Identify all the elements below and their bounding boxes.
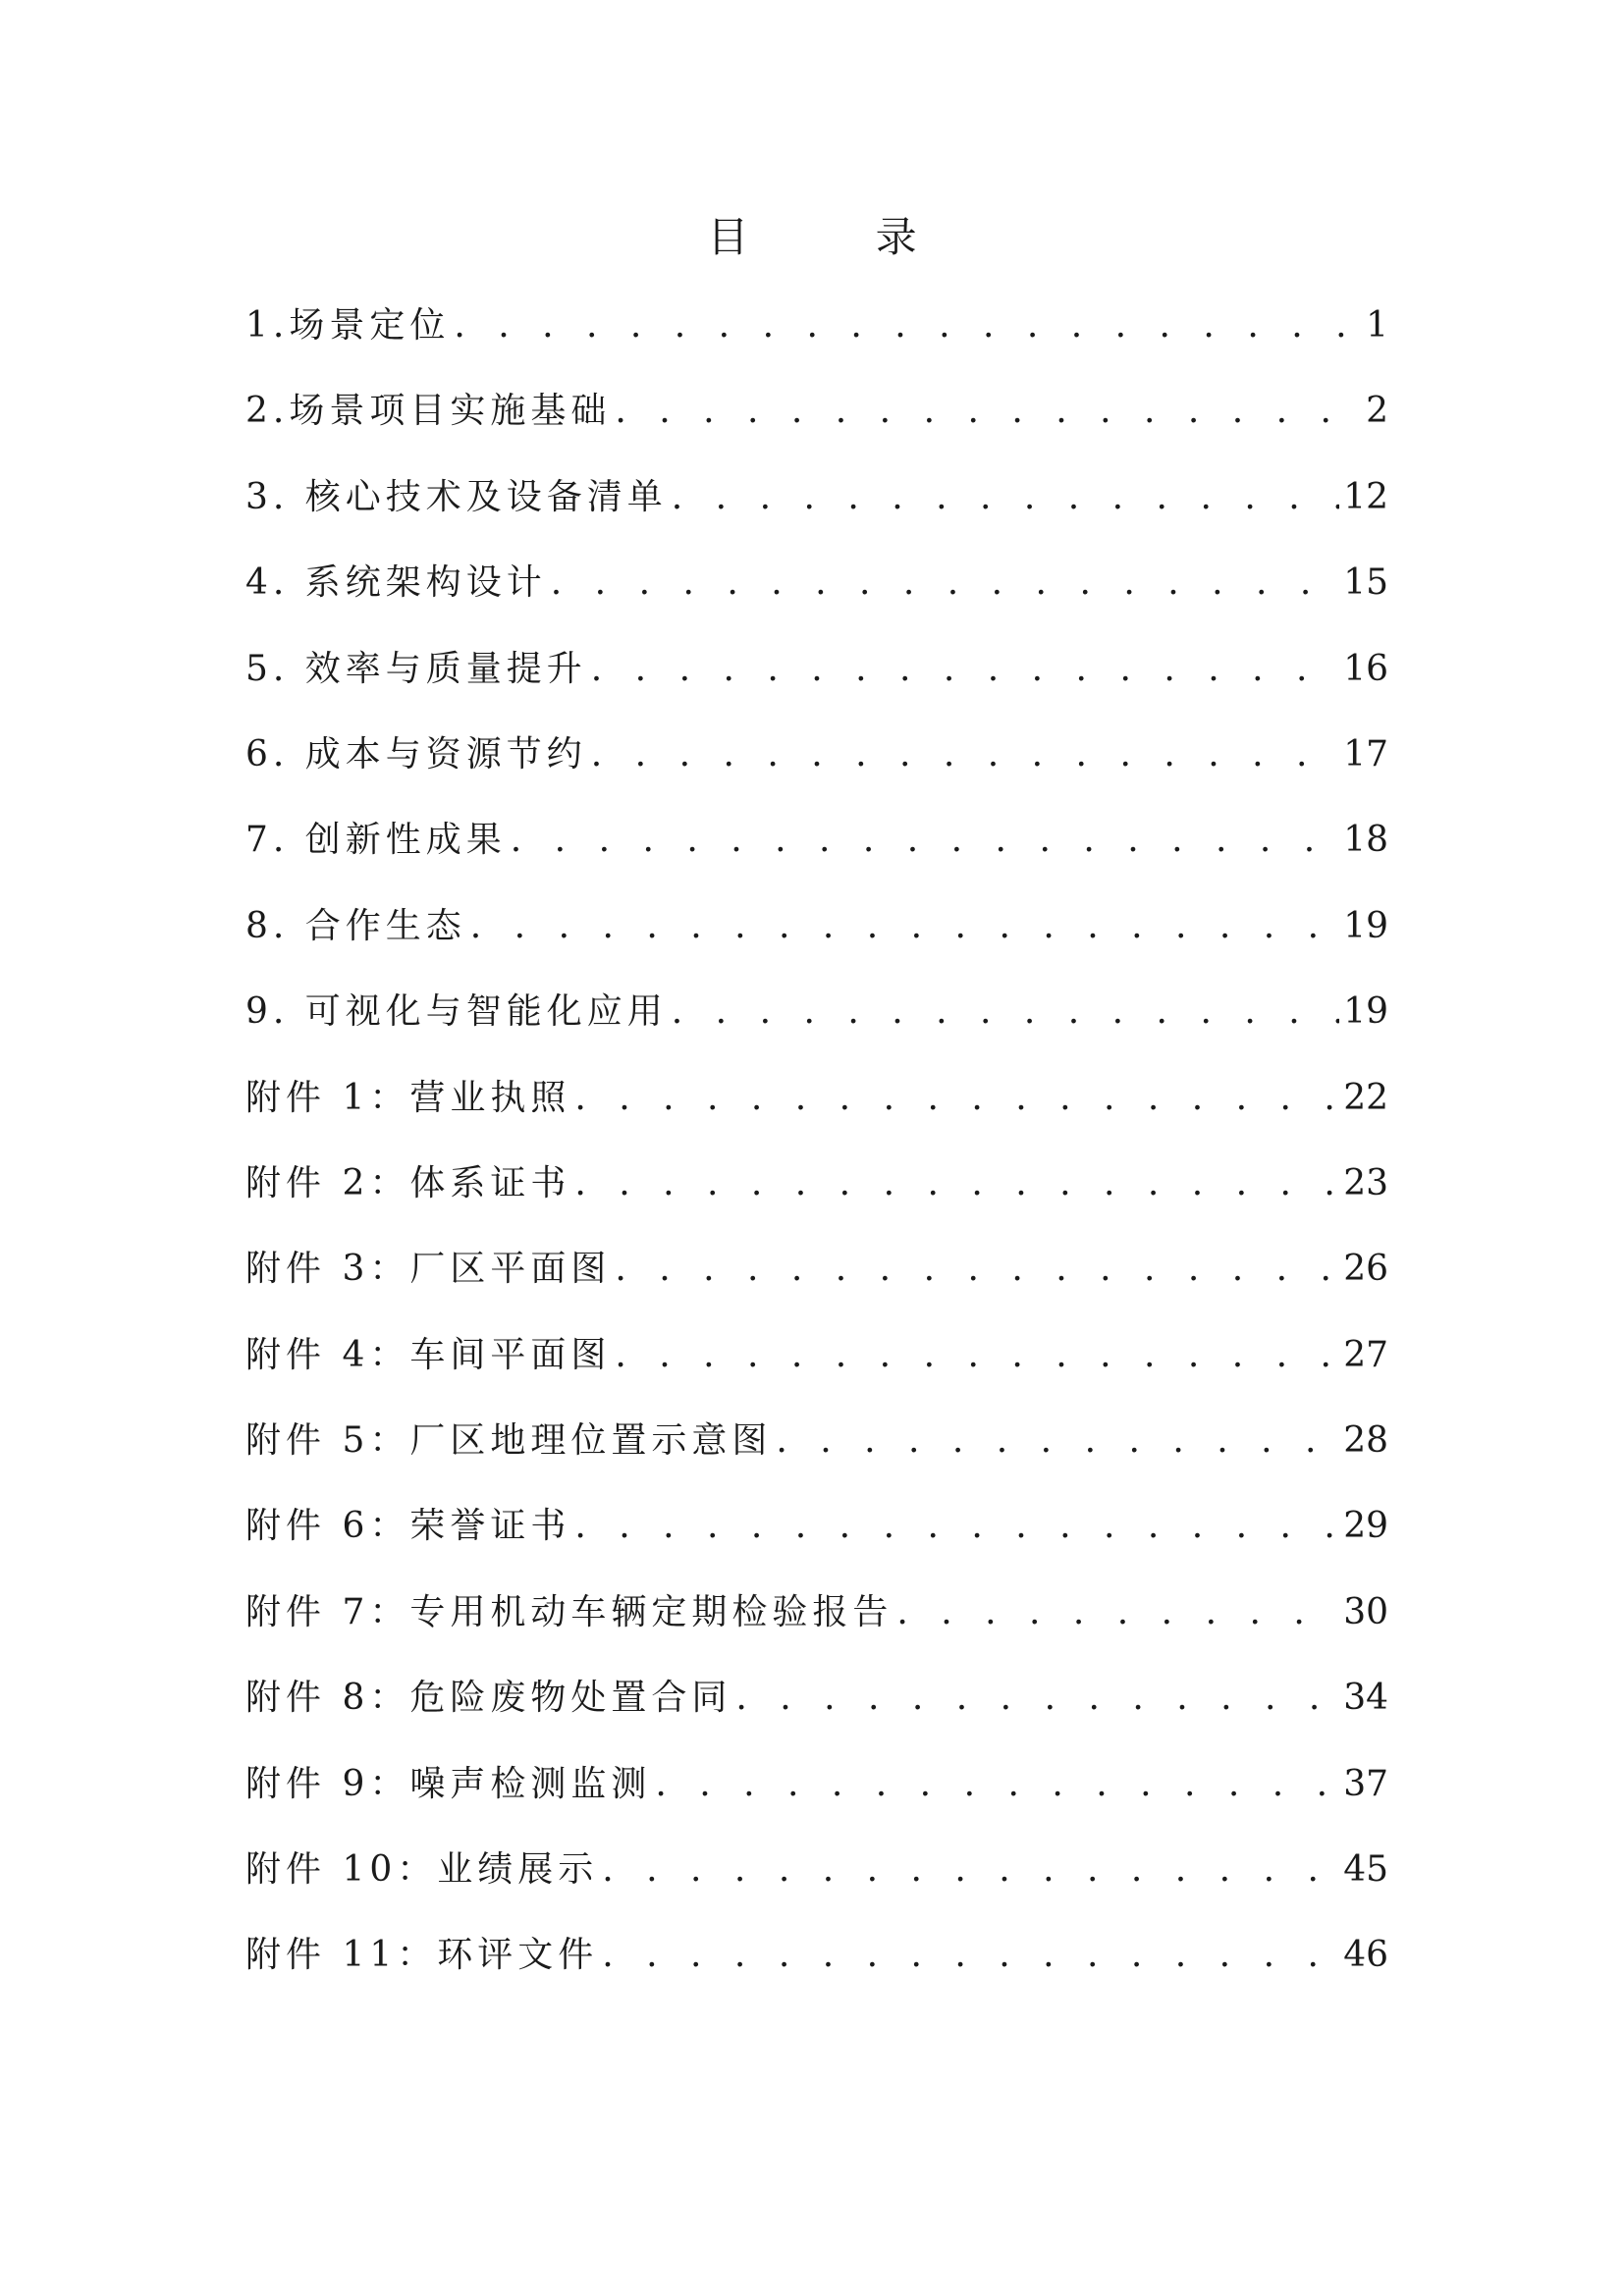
toc-entry-page: 26 bbox=[1343, 1249, 1388, 1290]
toc-entry-page: 28 bbox=[1343, 1420, 1388, 1462]
toc-title: 目 录 bbox=[707, 213, 974, 261]
toc-entry-page: 46 bbox=[1343, 1935, 1388, 1976]
toc-entry-label: 附件 10：业绩展示 bbox=[245, 1849, 599, 1891]
dot-leader bbox=[470, 897, 1339, 956]
dot-leader bbox=[655, 1755, 1339, 1814]
toc-entry[interactable] bbox=[245, 468, 1388, 554]
toc-entry-label: 5. 效率与质量提升 bbox=[245, 648, 587, 689]
dot-leader bbox=[672, 983, 1339, 1041]
toc-entry[interactable] bbox=[245, 1497, 1388, 1582]
toc-entry-label: 6. 成本与资源节约 bbox=[245, 733, 587, 774]
toc-entry-page: 16 bbox=[1343, 648, 1388, 689]
toc-entry-label: 2.场景项目实施基础 bbox=[245, 391, 612, 432]
toc-entry-label: 4. 系统架构设计 bbox=[245, 562, 547, 604]
toc-entry[interactable] bbox=[245, 296, 1388, 382]
toc-entry-page: 19 bbox=[1343, 905, 1388, 946]
toc-entry-page: 45 bbox=[1343, 1849, 1388, 1891]
toc-entry-page: 34 bbox=[1343, 1678, 1388, 1719]
toc-entry-label: 附件 4：车间平面图 bbox=[245, 1334, 612, 1375]
toc-entry-label: 3. 核心技术及设备清单 bbox=[245, 476, 668, 517]
toc-entry-page: 12 bbox=[1343, 476, 1388, 517]
toc-entry[interactable] bbox=[245, 382, 1388, 467]
dot-leader bbox=[574, 1069, 1339, 1128]
toc-entry[interactable] bbox=[245, 725, 1388, 811]
dot-leader bbox=[735, 1669, 1339, 1728]
toc-entry-label: 附件 3：厂区平面图 bbox=[245, 1249, 612, 1290]
dot-leader bbox=[454, 296, 1362, 355]
toc-entry[interactable] bbox=[245, 1841, 1388, 1926]
toc-entry-page: 30 bbox=[1343, 1591, 1388, 1632]
table-of-contents bbox=[245, 296, 1388, 2012]
dot-leader bbox=[591, 725, 1339, 784]
toc-entry[interactable] bbox=[245, 1412, 1388, 1497]
dot-leader bbox=[896, 1583, 1339, 1642]
toc-entry[interactable] bbox=[245, 811, 1388, 896]
toc-entry-page: 22 bbox=[1343, 1077, 1388, 1118]
toc-entry-label: 附件 9：噪声检测监测 bbox=[245, 1763, 652, 1804]
toc-entry-page: 29 bbox=[1343, 1506, 1388, 1547]
dot-leader bbox=[511, 811, 1339, 870]
toc-entry-label: 附件 2：体系证书 bbox=[245, 1162, 571, 1203]
toc-entry-label: 附件 8：危险废物处置合同 bbox=[245, 1678, 732, 1719]
toc-entry-page: 23 bbox=[1343, 1162, 1388, 1203]
toc-entry-label: 附件 11：环评文件 bbox=[245, 1935, 599, 1976]
dot-leader bbox=[551, 554, 1339, 613]
dot-leader bbox=[574, 1497, 1339, 1556]
toc-entry[interactable] bbox=[245, 983, 1388, 1068]
toc-entry-page: 27 bbox=[1343, 1334, 1388, 1375]
toc-entry-label: 8. 合作生态 bbox=[245, 905, 466, 946]
toc-entry-page: 18 bbox=[1343, 820, 1388, 861]
toc-entry-page: 15 bbox=[1343, 562, 1388, 604]
toc-entry-label: 7. 创新性成果 bbox=[245, 820, 507, 861]
dot-leader bbox=[602, 1841, 1339, 1899]
toc-entry[interactable] bbox=[245, 640, 1388, 725]
toc-entry[interactable] bbox=[245, 1669, 1388, 1754]
toc-entry[interactable] bbox=[245, 1583, 1388, 1669]
toc-entry[interactable] bbox=[245, 1069, 1388, 1154]
dot-leader bbox=[591, 640, 1339, 699]
toc-entry[interactable] bbox=[245, 1926, 1388, 2011]
dot-leader bbox=[615, 1240, 1339, 1299]
toc-entry[interactable] bbox=[245, 1154, 1388, 1240]
toc-entry[interactable] bbox=[245, 1755, 1388, 1841]
dot-leader bbox=[776, 1412, 1339, 1470]
dot-leader bbox=[574, 1154, 1339, 1213]
toc-entry[interactable] bbox=[245, 554, 1388, 639]
toc-entry[interactable] bbox=[245, 1326, 1388, 1412]
dot-leader bbox=[602, 1926, 1339, 1985]
toc-entry-label: 附件 1：营业执照 bbox=[245, 1077, 571, 1118]
toc-entry[interactable] bbox=[245, 1240, 1388, 1325]
toc-entry-page: 2 bbox=[1366, 391, 1388, 432]
dot-leader bbox=[672, 468, 1339, 527]
toc-entry-page: 19 bbox=[1343, 991, 1388, 1033]
dot-leader bbox=[615, 1326, 1339, 1385]
toc-entry[interactable] bbox=[245, 897, 1388, 983]
dot-leader bbox=[615, 382, 1362, 441]
toc-entry-page: 17 bbox=[1343, 733, 1388, 774]
toc-entry-page: 37 bbox=[1343, 1763, 1388, 1804]
toc-entry-page: 1 bbox=[1366, 305, 1388, 346]
toc-entry-label: 1.场景定位 bbox=[245, 305, 451, 346]
toc-entry-label: 9. 可视化与智能化应用 bbox=[245, 991, 668, 1033]
toc-entry-label: 附件 7：专用机动车辆定期检验报告 bbox=[245, 1591, 893, 1632]
toc-entry-label: 附件 6：荣誉证书 bbox=[245, 1506, 571, 1547]
toc-entry-label: 附件 5：厂区地理位置示意图 bbox=[245, 1420, 773, 1462]
